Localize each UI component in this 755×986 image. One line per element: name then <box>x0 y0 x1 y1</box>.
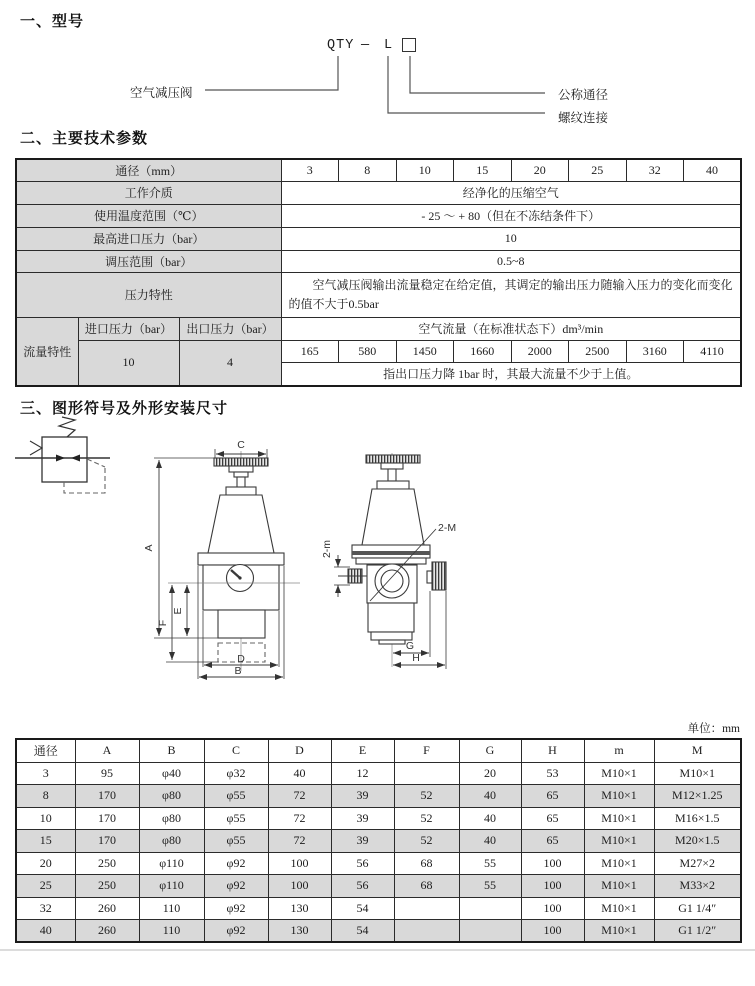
dims-row-40 <box>16 920 741 943</box>
dims-cell: 40 <box>459 830 521 853</box>
bore-value: 32 <box>626 159 684 181</box>
dims-cell: 15 <box>16 830 75 853</box>
tech-value-medium: 经净化的压缩空气 <box>281 181 741 204</box>
dims-cell: 65 <box>521 785 584 808</box>
dims-cell: 100 <box>521 920 584 943</box>
dims-header-cell: F <box>394 739 459 762</box>
dims-cell: 260 <box>75 920 139 943</box>
dims-cell: M10×1 <box>584 852 654 875</box>
dims-cell: M10×1 <box>584 830 654 853</box>
dims-header-cell: H <box>521 739 584 762</box>
bore-value: 3 <box>281 159 339 181</box>
tech-row-flow-values <box>16 340 741 362</box>
dims-cell: 52 <box>394 807 459 830</box>
dims-cell: φ55 <box>204 807 268 830</box>
tech-label-outlet-pressure: 出口压力（bar） <box>179 317 281 340</box>
dims-cell: G1 1/4″ <box>654 897 741 920</box>
dims-row-32 <box>16 897 741 920</box>
tech-label-temperature: 使用温度范围（℃） <box>16 204 281 227</box>
dims-cell: φ55 <box>204 830 268 853</box>
dims-cell: 20 <box>16 852 75 875</box>
tech-label-max-inlet: 最高进口压力（bar） <box>16 227 281 250</box>
dims-cell <box>459 920 521 943</box>
front-view-drawing <box>143 439 300 679</box>
dims-cell: φ80 <box>139 807 204 830</box>
model-label-bore: 公称通径 <box>558 88 609 102</box>
dims-header-cell: M <box>654 739 741 762</box>
dims-cell: 170 <box>75 807 139 830</box>
dims-cell: M12×1.25 <box>654 785 741 808</box>
dims-header-cell: B <box>139 739 204 762</box>
dims-header-cell: 通径 <box>16 739 75 762</box>
dims-cell: M33×2 <box>654 875 741 898</box>
dims-cell: 170 <box>75 830 139 853</box>
tech-row-max-inlet <box>16 227 741 250</box>
dims-cell: φ110 <box>139 852 204 875</box>
pneumatic-symbol <box>15 417 110 493</box>
dims-cell: 40 <box>459 807 521 830</box>
dims-cell: M27×2 <box>654 852 741 875</box>
dim-label-2m: 2-m <box>321 539 333 559</box>
dims-cell: φ110 <box>139 875 204 898</box>
dims-cell: 130 <box>268 897 331 920</box>
dims-cell: M16×1.5 <box>654 807 741 830</box>
dim-label-h: H <box>412 652 420 664</box>
tech-params-table <box>15 158 742 387</box>
dims-cell: 40 <box>16 920 75 943</box>
dims-cell: 3 <box>16 762 75 785</box>
dims-cell: 250 <box>75 852 139 875</box>
dims-cell: 52 <box>394 785 459 808</box>
dims-cell: 54 <box>331 897 394 920</box>
dims-cell: 100 <box>521 852 584 875</box>
dims-cell: 130 <box>268 920 331 943</box>
dims-cell <box>394 897 459 920</box>
dims-cell: 40 <box>268 762 331 785</box>
tech-flow-note: 指出口压力降 1bar 时，其最大流量不少于上值。 <box>281 362 741 386</box>
flow-value: 580 <box>339 340 397 362</box>
dimensions-table <box>15 738 742 943</box>
dim-label-d: D <box>237 653 245 665</box>
section-heading-drawings: 三、图形符号及外形安装尺寸 <box>20 401 229 417</box>
model-dash: — <box>361 38 371 53</box>
dim-label-2M: 2-M <box>438 522 457 534</box>
dims-cell: 12 <box>331 762 394 785</box>
dims-cell: G1 1/2″ <box>654 920 741 943</box>
inlet-pressure-value: 10 <box>78 340 179 386</box>
model-code: QTY <box>327 38 355 53</box>
dims-cell: M10×1 <box>584 875 654 898</box>
tech-row-flow-header <box>16 317 741 340</box>
flow-value: 1660 <box>454 340 512 362</box>
dims-cell: M10×1 <box>584 897 654 920</box>
dims-cell: M10×1 <box>654 762 741 785</box>
dims-cell: 95 <box>75 762 139 785</box>
dims-cell: 53 <box>521 762 584 785</box>
tech-value-max-inlet: 10 <box>281 227 741 250</box>
dims-cell: 65 <box>521 830 584 853</box>
dims-row-8 <box>16 785 741 808</box>
dims-cell: φ80 <box>139 830 204 853</box>
dims-cell: φ92 <box>204 897 268 920</box>
dims-cell <box>394 762 459 785</box>
tech-label-pressure-character: 压力特性 <box>16 272 281 317</box>
dim-label-f: F <box>157 619 169 627</box>
dims-header-cell: D <box>268 739 331 762</box>
dims-cell: 100 <box>268 875 331 898</box>
dim-label-a: A <box>143 544 155 552</box>
drawings-svg <box>0 415 755 715</box>
dims-cell: φ40 <box>139 762 204 785</box>
dims-cell <box>394 920 459 943</box>
unit-note: 单位：mm <box>687 723 740 735</box>
dims-cell: M20×1.5 <box>654 830 741 853</box>
bore-value: 40 <box>684 159 742 181</box>
tech-label-flow-character: 流量特性 <box>16 317 78 386</box>
tech-row-temperature <box>16 204 741 227</box>
model-label-thread: 螺纹连接 <box>558 111 609 125</box>
bore-value: 8 <box>339 159 397 181</box>
dim-label-g: G <box>405 640 415 652</box>
dims-cell: M10×1 <box>584 807 654 830</box>
bore-value: 15 <box>454 159 512 181</box>
dims-row-15 <box>16 830 741 853</box>
tech-flow-header: 空气流量（在标准状态下）dm³/min <box>281 317 741 340</box>
dims-cell: 32 <box>16 897 75 920</box>
dims-cell: 55 <box>459 875 521 898</box>
model-label-valve: 空气减压阀 <box>130 86 193 100</box>
dims-cell: 72 <box>268 807 331 830</box>
flow-value: 2000 <box>511 340 569 362</box>
dims-cell: 110 <box>139 897 204 920</box>
dims-cell: 54 <box>331 920 394 943</box>
dims-cell: 55 <box>459 852 521 875</box>
tech-row-bore <box>16 159 741 181</box>
dims-row-25 <box>16 875 741 898</box>
side-view-drawing <box>321 453 456 669</box>
dims-cell: 72 <box>268 785 331 808</box>
flow-value: 165 <box>281 340 339 362</box>
bore-value: 20 <box>511 159 569 181</box>
flow-value: 4110 <box>684 340 742 362</box>
pressure-character-text: 空气减压阀输出流量稳定在给定值，其调定的输出压力随输入压力的变化而变化的值不大于0.5bar <box>288 277 733 311</box>
dims-cell <box>459 897 521 920</box>
tech-label-inlet-pressure: 进口压力（bar） <box>78 317 179 340</box>
dims-row-10 <box>16 807 741 830</box>
dims-cell: 72 <box>268 830 331 853</box>
dims-row-20 <box>16 852 741 875</box>
tech-row-pressure-character <box>16 272 741 317</box>
dims-cell: 100 <box>521 875 584 898</box>
dim-label-b: B <box>234 665 242 677</box>
dims-cell: 10 <box>16 807 75 830</box>
dims-cell: 68 <box>394 875 459 898</box>
dims-cell: 110 <box>139 920 204 943</box>
dims-cell: M10×1 <box>584 920 654 943</box>
bore-value: 25 <box>569 159 627 181</box>
dims-cell: φ92 <box>204 852 268 875</box>
dims-cell: 40 <box>459 785 521 808</box>
dims-header-cell: m <box>584 739 654 762</box>
dims-cell: M10×1 <box>584 785 654 808</box>
tech-label-regulating-range: 调压范围（bar） <box>16 250 281 272</box>
tech-row-medium <box>16 181 741 204</box>
dims-cell: 56 <box>331 875 394 898</box>
dims-cell: 20 <box>459 762 521 785</box>
dims-cell: 250 <box>75 875 139 898</box>
dims-cell: φ32 <box>204 762 268 785</box>
page-bottom-divider <box>0 949 755 951</box>
dims-cell: 260 <box>75 897 139 920</box>
dims-header-cell: A <box>75 739 139 762</box>
dims-cell: 170 <box>75 785 139 808</box>
dims-cell: φ92 <box>204 875 268 898</box>
flow-value: 2500 <box>569 340 627 362</box>
outlet-pressure-value: 4 <box>179 340 281 386</box>
dims-cell: 39 <box>331 785 394 808</box>
dims-cell: M10×1 <box>584 762 654 785</box>
tech-row-regulating-range <box>16 250 741 272</box>
section-heading-tech-params: 二、主要技术参数 <box>20 131 149 147</box>
dims-cell: 52 <box>394 830 459 853</box>
dims-header-cell: C <box>204 739 268 762</box>
tech-value-pressure-character <box>281 272 741 317</box>
dims-cell: 8 <box>16 785 75 808</box>
dims-cell: 39 <box>331 830 394 853</box>
bore-value: 10 <box>396 159 454 181</box>
dims-cell: φ80 <box>139 785 204 808</box>
flow-value: 1450 <box>396 340 454 362</box>
dims-row-3 <box>16 762 741 785</box>
tech-label-medium: 工作介质 <box>16 181 281 204</box>
dims-cell: 100 <box>268 852 331 875</box>
tech-value-temperature: - 25 ～ + 80（但在不冻结条件下） <box>281 204 741 227</box>
tech-value-regulating-range: 0.5~8 <box>281 250 741 272</box>
model-connector-lines <box>0 35 755 130</box>
dims-cell: 65 <box>521 807 584 830</box>
dim-label-e: E <box>172 607 184 615</box>
dims-header-cell: G <box>459 739 521 762</box>
flow-value: 3160 <box>626 340 684 362</box>
tech-label-bore: 通径（mm） <box>16 159 281 181</box>
dims-cell: φ92 <box>204 920 268 943</box>
dims-header-cell: E <box>331 739 394 762</box>
dims-cell: 25 <box>16 875 75 898</box>
dims-cell: 68 <box>394 852 459 875</box>
dims-cell: φ55 <box>204 785 268 808</box>
dim-label-c: C <box>237 439 245 451</box>
model-thread-code: L <box>384 38 394 53</box>
section-heading-model: 一、型号 <box>20 14 85 30</box>
dims-cell: 56 <box>331 852 394 875</box>
dims-cell: 39 <box>331 807 394 830</box>
dims-header-row <box>16 739 741 762</box>
dims-cell: 100 <box>521 897 584 920</box>
